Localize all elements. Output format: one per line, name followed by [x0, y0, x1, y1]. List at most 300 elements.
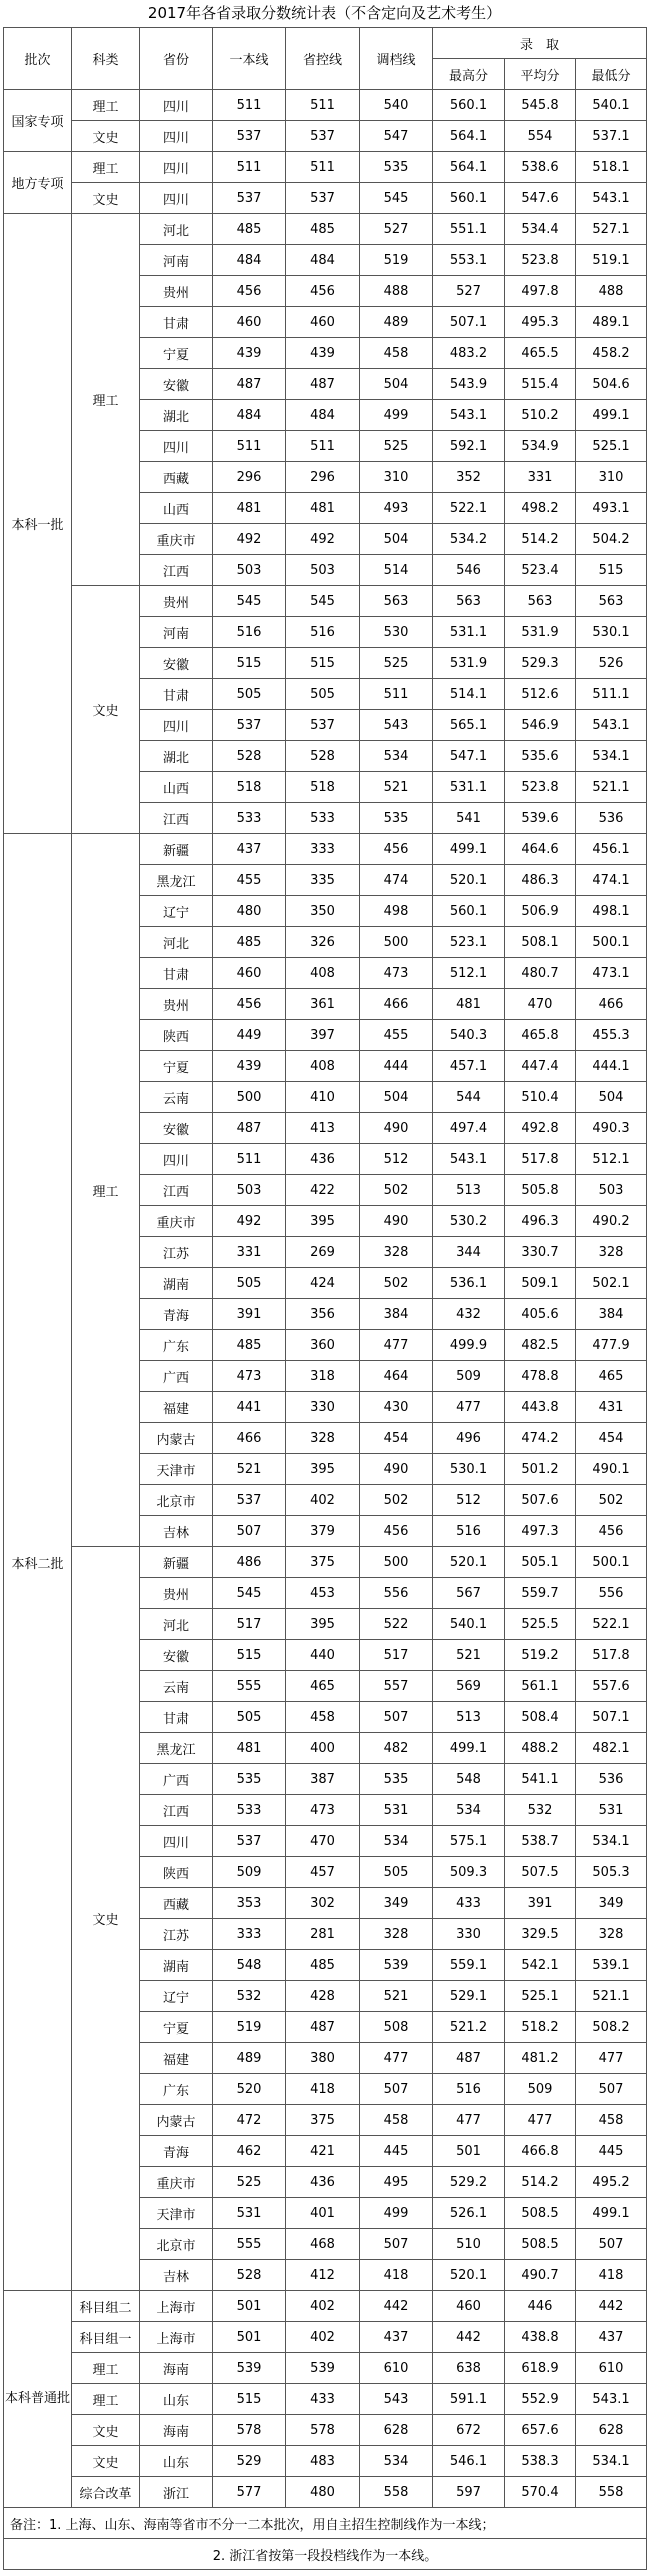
control-cell: 397	[286, 1020, 360, 1051]
adjusted-cell: 477	[360, 1330, 433, 1361]
avg-cell: 505.8	[505, 1175, 576, 1206]
adjusted-cell: 444	[360, 1051, 433, 1082]
header-max: 最高分	[433, 59, 505, 90]
batch-cell: 本科普通批	[4, 2291, 72, 2508]
control-cell: 281	[286, 1919, 360, 1950]
province-cell: 湖南	[140, 1950, 213, 1981]
tier1-cell: 455	[213, 865, 286, 896]
tier1-cell: 486	[213, 1547, 286, 1578]
province-cell: 甘肃	[140, 679, 213, 710]
adjusted-cell: 490	[360, 1113, 433, 1144]
max-cell: 513	[433, 1702, 505, 1733]
avg-cell: 552.9	[505, 2384, 576, 2415]
max-cell: 529.1	[433, 1981, 505, 2012]
adjusted-cell: 535	[360, 803, 433, 834]
min-cell: 512.1	[576, 1144, 647, 1175]
tier1-cell: 503	[213, 555, 286, 586]
tier1-cell: 331	[213, 1237, 286, 1268]
min-cell: 498.1	[576, 896, 647, 927]
max-cell: 514.1	[433, 679, 505, 710]
province-cell: 宁夏	[140, 1051, 213, 1082]
tier1-cell: 484	[213, 245, 286, 276]
max-cell: 592.1	[433, 431, 505, 462]
max-cell: 521	[433, 1640, 505, 1671]
tier1-cell: 485	[213, 1330, 286, 1361]
tier1-cell: 511	[213, 1144, 286, 1175]
adjusted-cell: 539	[360, 1950, 433, 1981]
adjusted-cell: 545	[360, 183, 433, 214]
tier1-cell: 519	[213, 2012, 286, 2043]
min-cell: 517.8	[576, 1640, 647, 1671]
adjusted-cell: 610	[360, 2353, 433, 2384]
province-cell: 四川	[140, 152, 213, 183]
avg-cell: 541.1	[505, 1764, 576, 1795]
adjusted-cell: 507	[360, 1702, 433, 1733]
max-cell: 531.9	[433, 648, 505, 679]
control-cell: 356	[286, 1299, 360, 1330]
avg-cell: 507.6	[505, 1485, 576, 1516]
max-cell: 672	[433, 2415, 505, 2446]
max-cell: 509.3	[433, 1857, 505, 1888]
table-row	[4, 2477, 647, 2508]
control-cell: 465	[286, 1671, 360, 1702]
tier1-cell: 515	[213, 2384, 286, 2415]
control-cell: 458	[286, 1702, 360, 1733]
control-cell: 453	[286, 1578, 360, 1609]
adjusted-cell: 508	[360, 2012, 433, 2043]
province-cell: 湖北	[140, 741, 213, 772]
adjusted-cell: 466	[360, 989, 433, 1020]
min-cell: 490.1	[576, 1454, 647, 1485]
adjusted-cell: 490	[360, 1206, 433, 1237]
avg-cell: 482.5	[505, 1330, 576, 1361]
subject-cell: 理工	[72, 834, 140, 1547]
max-cell: 457.1	[433, 1051, 505, 1082]
max-cell: 501	[433, 2136, 505, 2167]
province-cell: 江西	[140, 1795, 213, 1826]
control-cell: 428	[286, 1981, 360, 2012]
min-cell: 503	[576, 1175, 647, 1206]
province-cell: 四川	[140, 183, 213, 214]
avg-cell: 465.5	[505, 338, 576, 369]
control-cell: 511	[286, 152, 360, 183]
header-row-1	[4, 28, 647, 59]
adjusted-cell: 534	[360, 741, 433, 772]
adjusted-cell: 502	[360, 1175, 433, 1206]
tier1-cell: 505	[213, 1268, 286, 1299]
province-cell: 吉林	[140, 2260, 213, 2291]
adjusted-cell: 454	[360, 1423, 433, 1454]
control-cell: 511	[286, 431, 360, 462]
province-cell: 宁夏	[140, 2012, 213, 2043]
tier1-cell: 449	[213, 1020, 286, 1051]
tier1-cell: 531	[213, 2198, 286, 2229]
province-cell: 湖南	[140, 1268, 213, 1299]
tier1-cell: 507	[213, 1516, 286, 1547]
province-cell: 贵州	[140, 276, 213, 307]
tier1-cell: 296	[213, 462, 286, 493]
adjusted-cell: 511	[360, 679, 433, 710]
province-cell: 河北	[140, 214, 213, 245]
province-cell: 河北	[140, 927, 213, 958]
max-cell: 481	[433, 989, 505, 1020]
avg-cell: 512.6	[505, 679, 576, 710]
tier1-cell: 503	[213, 1175, 286, 1206]
min-cell: 536	[576, 1764, 647, 1795]
avg-cell: 538.6	[505, 152, 576, 183]
control-cell: 375	[286, 1547, 360, 1578]
tier1-cell: 462	[213, 2136, 286, 2167]
subject-cell: 文史	[72, 183, 140, 214]
adjusted-cell: 493	[360, 493, 433, 524]
max-cell: 507.1	[433, 307, 505, 338]
min-cell: 537.1	[576, 121, 647, 152]
subject-cell: 理工	[72, 214, 140, 586]
adjusted-cell: 507	[360, 2229, 433, 2260]
batch-cell: 地方专项	[4, 152, 72, 214]
max-cell: 560.1	[433, 183, 505, 214]
tier1-cell: 505	[213, 679, 286, 710]
max-cell: 575.1	[433, 1826, 505, 1857]
control-cell: 460	[286, 307, 360, 338]
adjusted-cell: 502	[360, 1268, 433, 1299]
tier1-cell: 533	[213, 803, 286, 834]
province-cell: 辽宁	[140, 1981, 213, 2012]
control-cell: 436	[286, 1144, 360, 1175]
adjusted-cell: 531	[360, 1795, 433, 1826]
province-cell: 山东	[140, 2384, 213, 2415]
min-cell: 493.1	[576, 493, 647, 524]
control-cell: 412	[286, 2260, 360, 2291]
max-cell: 531.1	[433, 772, 505, 803]
adjusted-cell: 488	[360, 276, 433, 307]
province-cell: 广西	[140, 1764, 213, 1795]
tier1-cell: 537	[213, 183, 286, 214]
avg-cell: 510.4	[505, 1082, 576, 1113]
table-row	[4, 152, 647, 183]
adjusted-cell: 525	[360, 648, 433, 679]
table-row	[4, 90, 647, 121]
min-cell: 543.1	[576, 183, 647, 214]
min-cell: 466	[576, 989, 647, 1020]
province-cell: 西藏	[140, 1888, 213, 1919]
adjusted-cell: 543	[360, 710, 433, 741]
adjusted-cell: 563	[360, 586, 433, 617]
adjusted-cell: 477	[360, 2043, 433, 2074]
avg-cell: 477	[505, 2105, 576, 2136]
control-cell: 395	[286, 1609, 360, 1640]
min-cell: 518.1	[576, 152, 647, 183]
max-cell: 530.1	[433, 1454, 505, 1485]
max-cell: 433	[433, 1888, 505, 1919]
avg-cell: 554	[505, 121, 576, 152]
min-cell: 495.2	[576, 2167, 647, 2198]
note-row	[4, 2539, 647, 2570]
avg-cell: 509	[505, 2074, 576, 2105]
max-cell: 530.2	[433, 1206, 505, 1237]
avg-cell: 505.1	[505, 1547, 576, 1578]
max-cell: 543.9	[433, 369, 505, 400]
tier1-cell: 492	[213, 1206, 286, 1237]
avg-cell: 497.3	[505, 1516, 576, 1547]
avg-cell: 498.2	[505, 493, 576, 524]
table-row	[4, 834, 647, 865]
tier1-cell: 511	[213, 431, 286, 462]
header-batch: 批次	[4, 28, 72, 90]
min-cell: 442	[576, 2291, 647, 2322]
control-cell: 330	[286, 1392, 360, 1423]
province-cell: 新疆	[140, 834, 213, 865]
min-cell: 525.1	[576, 431, 647, 462]
control-cell: 537	[286, 183, 360, 214]
tier1-cell: 555	[213, 2229, 286, 2260]
tier1-cell: 501	[213, 2291, 286, 2322]
province-cell: 安徽	[140, 1640, 213, 1671]
adjusted-cell: 534	[360, 2446, 433, 2477]
max-cell: 442	[433, 2322, 505, 2353]
province-cell: 北京市	[140, 2229, 213, 2260]
adjusted-cell: 464	[360, 1361, 433, 1392]
province-cell: 北京市	[140, 1485, 213, 1516]
province-cell: 江苏	[140, 1919, 213, 1950]
province-cell: 内蒙古	[140, 2105, 213, 2136]
province-cell: 广西	[140, 1361, 213, 1392]
tier1-cell: 480	[213, 896, 286, 927]
adjusted-cell: 430	[360, 1392, 433, 1423]
control-cell: 433	[286, 2384, 360, 2415]
min-cell: 527.1	[576, 214, 647, 245]
control-cell: 361	[286, 989, 360, 1020]
min-cell: 458.2	[576, 338, 647, 369]
avg-cell: 618.9	[505, 2353, 576, 2384]
min-cell: 519.1	[576, 245, 647, 276]
max-cell: 553.1	[433, 245, 505, 276]
adjusted-cell: 519	[360, 245, 433, 276]
max-cell: 487	[433, 2043, 505, 2074]
province-cell: 江西	[140, 1175, 213, 1206]
adjusted-cell: 442	[360, 2291, 433, 2322]
max-cell: 520.1	[433, 2260, 505, 2291]
tier1-cell: 473	[213, 1361, 286, 1392]
min-cell: 543.1	[576, 710, 647, 741]
min-cell: 526	[576, 648, 647, 679]
province-cell: 浙江	[140, 2477, 213, 2508]
max-cell: 543.1	[433, 400, 505, 431]
min-cell: 458	[576, 2105, 647, 2136]
province-cell: 云南	[140, 1671, 213, 1702]
max-cell: 547.1	[433, 741, 505, 772]
tier1-cell: 485	[213, 214, 286, 245]
min-cell: 540.1	[576, 90, 647, 121]
max-cell: 560.1	[433, 896, 505, 927]
max-cell: 520.1	[433, 1547, 505, 1578]
adjusted-cell: 455	[360, 1020, 433, 1051]
tier1-cell: 481	[213, 1733, 286, 1764]
min-cell: 515	[576, 555, 647, 586]
avg-cell: 538.7	[505, 1826, 576, 1857]
avg-cell: 330.7	[505, 1237, 576, 1268]
control-cell: 503	[286, 555, 360, 586]
avg-cell: 486.3	[505, 865, 576, 896]
subject-cell: 理工	[72, 2353, 140, 2384]
province-cell: 江西	[140, 555, 213, 586]
avg-cell: 532	[505, 1795, 576, 1826]
max-cell: 513	[433, 1175, 505, 1206]
avg-cell: 478.8	[505, 1361, 576, 1392]
province-cell: 宁夏	[140, 338, 213, 369]
control-cell: 379	[286, 1516, 360, 1547]
adjusted-cell: 328	[360, 1919, 433, 1950]
province-cell: 陕西	[140, 1857, 213, 1888]
avg-cell: 546.9	[505, 710, 576, 741]
province-cell: 陕西	[140, 1020, 213, 1051]
min-cell: 499.1	[576, 2198, 647, 2229]
subject-cell: 综合改革	[72, 2477, 140, 2508]
max-cell: 544	[433, 1082, 505, 1113]
province-cell: 河南	[140, 245, 213, 276]
avg-cell: 465.8	[505, 1020, 576, 1051]
max-cell: 565.1	[433, 710, 505, 741]
adjusted-cell: 384	[360, 1299, 433, 1330]
header-min: 最低分	[576, 59, 647, 90]
tier1-cell: 555	[213, 1671, 286, 1702]
note-text: 2. 浙江省按第一段投档线作为一本线。	[4, 2539, 647, 2570]
avg-cell: 539.6	[505, 803, 576, 834]
max-cell: 523.1	[433, 927, 505, 958]
min-cell: 543.1	[576, 2384, 647, 2415]
header-control: 省控线	[286, 28, 360, 90]
adjusted-cell: 512	[360, 1144, 433, 1175]
avg-cell: 547.6	[505, 183, 576, 214]
tier1-cell: 537	[213, 121, 286, 152]
adjusted-cell: 473	[360, 958, 433, 989]
table-row	[4, 2446, 647, 2477]
min-cell: 536	[576, 803, 647, 834]
min-cell: 505.3	[576, 1857, 647, 1888]
batch-cell: 本科二批	[4, 834, 72, 2291]
control-cell: 456	[286, 276, 360, 307]
max-cell: 559.1	[433, 1950, 505, 1981]
min-cell: 534.1	[576, 741, 647, 772]
tier1-cell: 539	[213, 2353, 286, 2384]
avg-cell: 531.9	[505, 617, 576, 648]
tier1-cell: 484	[213, 400, 286, 431]
province-cell: 甘肃	[140, 307, 213, 338]
province-cell: 内蒙古	[140, 1423, 213, 1454]
control-cell: 487	[286, 369, 360, 400]
min-cell: 490.2	[576, 1206, 647, 1237]
province-cell: 四川	[140, 90, 213, 121]
avg-cell: 523.8	[505, 772, 576, 803]
min-cell: 507.1	[576, 1702, 647, 1733]
avg-cell: 545.8	[505, 90, 576, 121]
adjusted-cell: 557	[360, 1671, 433, 1702]
control-cell: 537	[286, 121, 360, 152]
control-cell: 335	[286, 865, 360, 896]
note-text: 备注：1. 上海、山东、海南等省市不分一二本批次，用自主招生控制线作为一本线；	[4, 2508, 647, 2539]
avg-cell: 534.9	[505, 431, 576, 462]
min-cell: 477	[576, 2043, 647, 2074]
tier1-cell: 441	[213, 1392, 286, 1423]
adjusted-cell: 543	[360, 2384, 433, 2415]
min-cell: 507	[576, 2074, 647, 2105]
adjusted-cell: 437	[360, 2322, 433, 2353]
max-cell: 546	[433, 555, 505, 586]
adjusted-cell: 504	[360, 369, 433, 400]
max-cell: 497.4	[433, 1113, 505, 1144]
adjusted-cell: 530	[360, 617, 433, 648]
avg-cell: 534.4	[505, 214, 576, 245]
province-cell: 福建	[140, 2043, 213, 2074]
min-cell: 455.3	[576, 1020, 647, 1051]
max-cell: 510	[433, 2229, 505, 2260]
avg-cell: 331	[505, 462, 576, 493]
avg-cell: 492.8	[505, 1113, 576, 1144]
avg-cell: 501.2	[505, 1454, 576, 1485]
tier1-cell: 487	[213, 1113, 286, 1144]
control-cell: 440	[286, 1640, 360, 1671]
province-cell: 贵州	[140, 989, 213, 1020]
adjusted-cell: 500	[360, 1547, 433, 1578]
control-cell: 487	[286, 2012, 360, 2043]
subject-cell: 理工	[72, 2384, 140, 2415]
control-cell: 539	[286, 2353, 360, 2384]
province-cell: 贵州	[140, 586, 213, 617]
tier1-cell: 545	[213, 1578, 286, 1609]
control-cell: 375	[286, 2105, 360, 2136]
avg-cell: 446	[505, 2291, 576, 2322]
table-row	[4, 121, 647, 152]
subject-cell: 科目组一	[72, 2322, 140, 2353]
min-cell: 504.6	[576, 369, 647, 400]
min-cell: 384	[576, 1299, 647, 1330]
subject-cell: 文史	[72, 586, 140, 834]
tier1-cell: 545	[213, 586, 286, 617]
max-cell: 548	[433, 1764, 505, 1795]
adjusted-cell: 490	[360, 1454, 433, 1485]
adjusted-cell: 556	[360, 1578, 433, 1609]
tier1-cell: 437	[213, 834, 286, 865]
tier1-cell: 485	[213, 927, 286, 958]
adjusted-cell: 458	[360, 338, 433, 369]
min-cell: 522.1	[576, 1609, 647, 1640]
tier1-cell: 460	[213, 307, 286, 338]
avg-cell: 561.1	[505, 1671, 576, 1702]
min-cell: 500.1	[576, 927, 647, 958]
max-cell: 522.1	[433, 493, 505, 524]
province-cell: 上海市	[140, 2291, 213, 2322]
avg-cell: 481.2	[505, 2043, 576, 2074]
adjusted-cell: 540	[360, 90, 433, 121]
avg-cell: 525.5	[505, 1609, 576, 1640]
min-cell: 456.1	[576, 834, 647, 865]
control-cell: 400	[286, 1733, 360, 1764]
province-cell: 河南	[140, 617, 213, 648]
tier1-cell: 521	[213, 1454, 286, 1485]
control-cell: 578	[286, 2415, 360, 2446]
avg-cell: 657.6	[505, 2415, 576, 2446]
province-cell: 天津市	[140, 1454, 213, 1485]
max-cell: 597	[433, 2477, 505, 2508]
adjusted-cell: 534	[360, 1826, 433, 1857]
control-cell: 492	[286, 524, 360, 555]
tier1-cell: 472	[213, 2105, 286, 2136]
tier1-cell: 518	[213, 772, 286, 803]
max-cell: 496	[433, 1423, 505, 1454]
control-cell: 328	[286, 1423, 360, 1454]
tier1-cell: 439	[213, 338, 286, 369]
province-cell: 黑龙江	[140, 1733, 213, 1764]
